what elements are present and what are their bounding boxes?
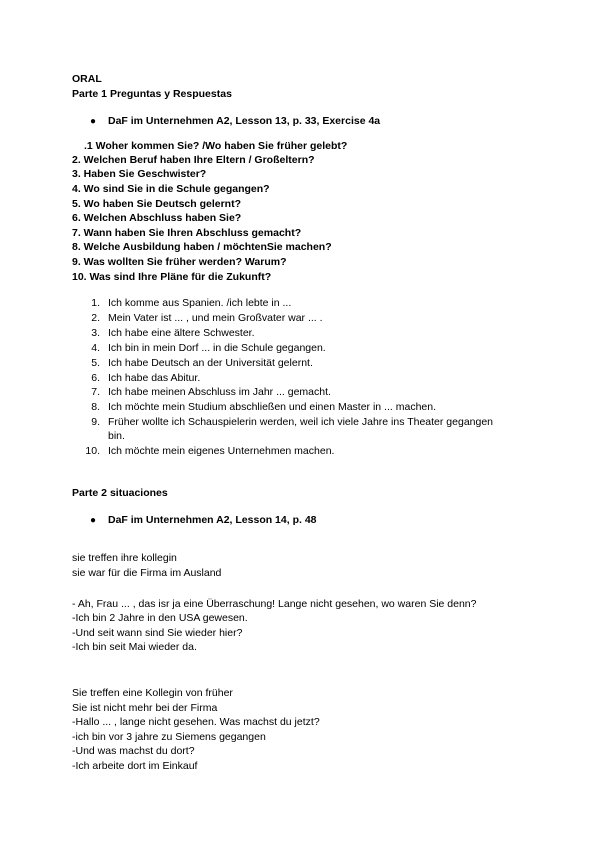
scene1-intro-line: sie war für die Firma im Ausland (72, 567, 222, 579)
part1-source-bullet: DaF im Unternehmen A2, Lesson 13, p. 33, Exercise 4a (108, 115, 381, 127)
scene1-dialog-line: -Ich bin 2 Jahre in den USA gewesen. (72, 612, 248, 624)
answer-number: 8. (91, 401, 100, 413)
answer-continuation: bin. (108, 430, 125, 442)
answer-number: 2. (91, 312, 100, 324)
bullet-dot-icon: ● (90, 116, 97, 127)
answer-number: 6. (91, 372, 100, 384)
question-item: 6. Welchen Abschluss haben Sie? (72, 212, 242, 224)
question-item: 8. Welche Ausbildung haben / möchtenSie machen? (72, 241, 332, 253)
answer-number: 4. (91, 342, 100, 354)
scene2-intro-line: Sie treffen eine Kollegin von früher (72, 687, 233, 699)
part2-title: Parte 2 situaciones (72, 487, 168, 499)
scene2-dialog-line: -ich bin vor 3 jahre zu Siemens gegangen (72, 731, 266, 743)
question-item: 4. Wo sind Sie in die Schule gegangen? (72, 183, 270, 195)
answer-item: Ich habe eine ältere Schwester. (108, 327, 255, 339)
question-item: 7. Wann haben Sie Ihren Abschluss gemacht? (72, 227, 302, 239)
scene1-dialog-line: -Ich bin seit Mai wieder da. (72, 641, 197, 653)
question-item: 9. Was wollten Sie früher werden? Warum? (72, 256, 287, 268)
scene2-dialog-line: -Und was machst du dort? (72, 745, 195, 757)
scene2-dialog-line: -Ich arbeite dort im Einkauf (72, 760, 198, 772)
answer-number: 3. (91, 327, 100, 339)
scene1-dialog-line: -Und seit wann sind Sie wieder hier? (72, 627, 243, 639)
question-item: 3. Haben Sie Geschwister? (72, 168, 207, 180)
answer-item: Früher wollte ich Schauspielerin werden, weil ich viele Jahre ins Theater gegangen (108, 416, 494, 428)
question-item: .1 Woher kommen Sie? /Wo haben Sie früher gelebt? (84, 140, 348, 152)
scene2-dialog-line: -Hallo ... , lange nicht gesehen. Was machst du jetzt? (72, 716, 320, 728)
answer-item: Ich möchte mein Studium abschließen und einen Master in ... machen. (108, 401, 437, 413)
scene2-intro-line: Sie ist nicht mehr bei der Firma (72, 702, 218, 714)
answer-item: Ich habe Deutsch an der Universität gelernt. (108, 357, 313, 369)
question-item: 10. Was sind Ihre Pläne für die Zukunft? (72, 271, 272, 283)
scene1-intro-line: sie treffen ihre kollegin (72, 552, 177, 564)
question-item: 2. Welchen Beruf haben Ihre Eltern / Großeltern? (72, 154, 315, 166)
bullet-dot-icon: ● (90, 515, 97, 526)
question-item: 5. Wo haben Sie Deutsch gelernt? (72, 198, 242, 210)
part1-title: Parte 1 Preguntas y Respuestas (72, 88, 232, 100)
part2-source-bullet: DaF im Unternehmen A2, Lesson 14, p. 48 (108, 514, 317, 526)
answer-number: 10. (85, 445, 100, 457)
answer-item: Ich bin in mein Dorf ... in die Schule gegangen. (108, 342, 326, 354)
answer-item: Ich komme aus Spanien. /ich lebte in ... (108, 297, 292, 309)
heading-oral: ORAL (72, 73, 102, 85)
scene1-dialog-line: - Ah, Frau ... , das isr ja eine Überraschung! Lange nicht gesehen, wo waren Sie denn? (72, 598, 477, 610)
answer-item: Mein Vater ist ... , und mein Großvater war ... . (108, 312, 323, 324)
answer-item: Ich möchte mein eigenes Unternehmen machen. (108, 445, 335, 457)
answer-number: 5. (91, 357, 100, 369)
answer-number: 9. (91, 416, 100, 428)
answer-number: 7. (91, 386, 100, 398)
answer-item: Ich habe meinen Abschluss im Jahr ... gemacht. (108, 386, 331, 398)
answer-item: Ich habe das Abitur. (108, 372, 201, 384)
answer-number: 1. (91, 297, 100, 309)
